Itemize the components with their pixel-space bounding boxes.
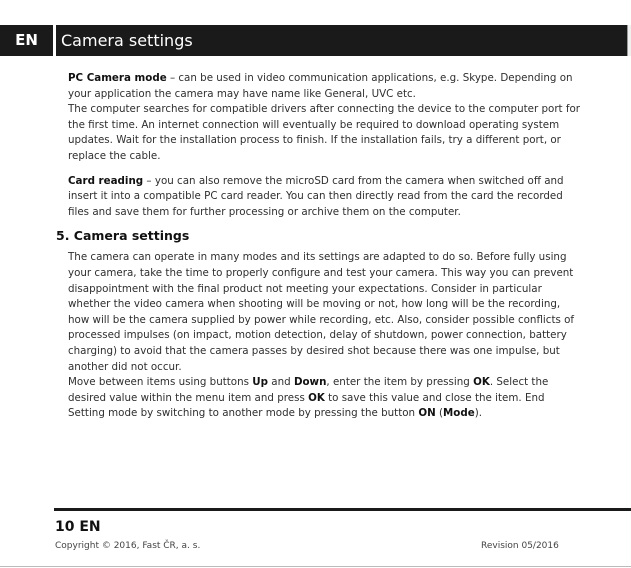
copyright-text: Copyright © 2016, Fast ČR, a. s. <box>55 541 201 551</box>
pc-camera-term: PC Camera mode <box>68 72 167 84</box>
section-title-bar: Camera settings <box>56 25 630 56</box>
camera-settings-paragraph: The camera can operate in many modes and its settings are adapted to do so. Before fully using your camera, take the time to properly configure and test your camera. This way you can prevent disappointment with the final product not meeting your expectations. Consider in particular whether the video camera when shooting will be moving or not, how long will be the recording, how will be the camera supplied by power while recording, etc. Also, consider possible conflicts of processed impulses (on impact, motion detection, delay of shutdown, power connection, battery charging) to avoid that the camera passes by desired shot because there was one impulse, but another did not occur. <box>68 251 575 373</box>
pc-camera-paragraph-2: The computer searches for compatible drivers after connecting the device to the computer port for the first time. An internet connection will eventually be required to download operating system updates. Wait for the installation process to finish. If the installation fails, try a different port, or replace the cable. <box>68 103 581 162</box>
mode-button-label: Mode <box>443 407 475 420</box>
page-bottom-edge <box>0 566 631 567</box>
ok-button-label-2: OK <box>308 391 325 404</box>
card-reading-term: Card reading <box>68 174 144 187</box>
pc-camera-paragraph <box>68 71 584 102</box>
navigation-instructions: Move between items using buttons Up and Down, enter the item by pressing OK. Select the desired value within the menu item and press OK to save this value and close the item. End Setting mode by switching to another mode by pressing the button ON (Mode). <box>68 376 549 420</box>
page-header <box>0 25 631 56</box>
card-reading-text: – you can also remove the microSD card from the camera when switched off and insert it into a compatible PC card reader. You can then directly read from the card the recorded files and save them for further processing or archive them on the computer. <box>68 174 564 218</box>
language-badge: EN <box>0 25 53 56</box>
section-heading: 5. Camera settings <box>56 228 190 244</box>
main-content <box>56 71 584 422</box>
footer-divider <box>54 508 631 511</box>
page-edge <box>627 25 631 56</box>
pc-camera-text: – can be used in video communication applications, e.g. Skype. Depending on your application the camera may have name like General, UVC etc. <box>68 72 573 100</box>
on-button-label: ON <box>418 407 436 420</box>
page-number: 10 EN <box>55 519 101 535</box>
revision-text: Revision 05/2016 <box>481 541 559 551</box>
ok-button-label: OK <box>473 376 490 389</box>
up-button-label: Up <box>252 376 269 389</box>
card-reading-paragraph <box>68 174 584 221</box>
down-button-label: Down <box>293 376 327 389</box>
